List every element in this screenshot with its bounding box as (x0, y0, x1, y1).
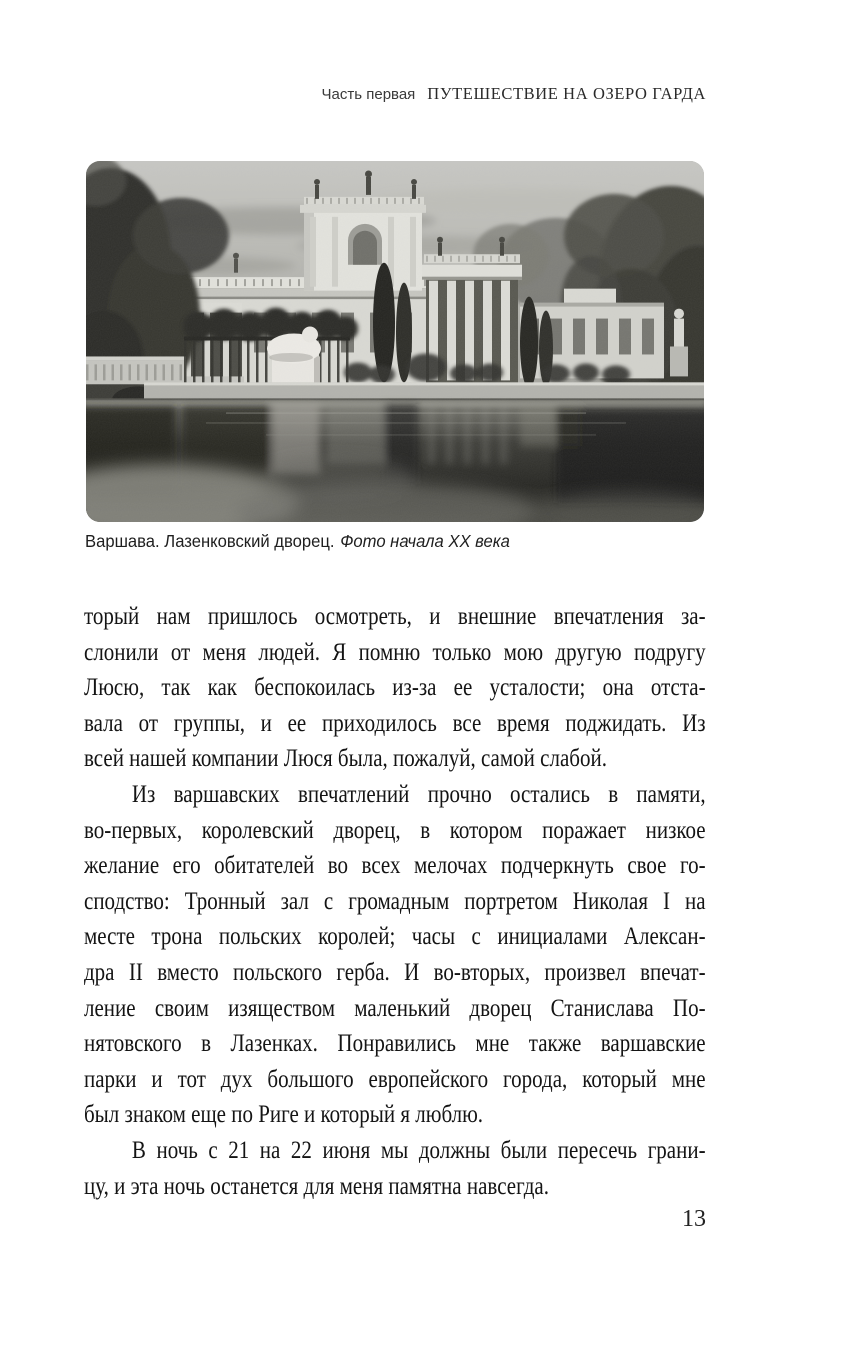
paragraph (84, 1133, 706, 1204)
text-line: во-первых, королевский дворец, в котором поражает низкое (84, 816, 706, 844)
text-line: парки и тот дух большого европейского города, который мне (84, 1065, 706, 1093)
text-line: дра II вместо польского герба. И во-вторых, произвел впечат- (84, 958, 706, 986)
paragraph (84, 777, 706, 1133)
part-label: Часть первая (321, 86, 416, 103)
text-line: сподство: Тронный зал с громадным портретом Николая I на (84, 887, 706, 915)
text-line: торый нам пришлось осмотреть, и внешние впечатления за- (84, 603, 706, 630)
caption-text: Варшава. Лазенковский дворец. (85, 531, 335, 551)
text-line: Из варшавских впечатлений прочно остались в памяти, (131, 780, 706, 808)
caption-style-note: Фото начала XX века (340, 531, 510, 551)
text-line: месте трона польских королей; часы с инициалами Алексан- (84, 923, 706, 951)
text-line: Люсю, так как беспокоилась из-за ее усталости; она отста- (84, 674, 706, 702)
photo-caption (85, 531, 712, 552)
text-line: ление своим изяществом маленький дворец Станислава По- (84, 994, 706, 1022)
body-text (84, 599, 706, 1204)
text-line: всей нашей компании Люся была, пожалуй, самой слабой. (84, 745, 607, 773)
palace-photo-image (86, 161, 704, 522)
running-header (84, 84, 706, 104)
text-line: слонили от меня людей. Я помню только мою другую подругу (84, 638, 706, 666)
text-line: цу, и эта ночь останется для меня памятна навсегда. (84, 1172, 549, 1200)
palace-photo (86, 161, 704, 522)
text-line: вала от группы, и ее приходилось все время поджидать. Из (84, 709, 706, 737)
text-line: нятовского в Лазенках. Понравились мне также варшавские (84, 1030, 706, 1058)
part-title: ПУТЕШЕСТВИЕ НА ОЗЕРО ГАРДА (427, 84, 706, 103)
paragraph (84, 599, 706, 777)
text-line: В ночь с 21 на 22 июня мы должны были пересечь грани- (131, 1136, 706, 1164)
text-line: желание его обитателей во всех мелочах подчеркнуть свое го- (84, 852, 706, 880)
page-number: 13 (682, 1206, 706, 1232)
text-line: был знаком еще по Риге и который я люблю. (84, 1101, 484, 1129)
